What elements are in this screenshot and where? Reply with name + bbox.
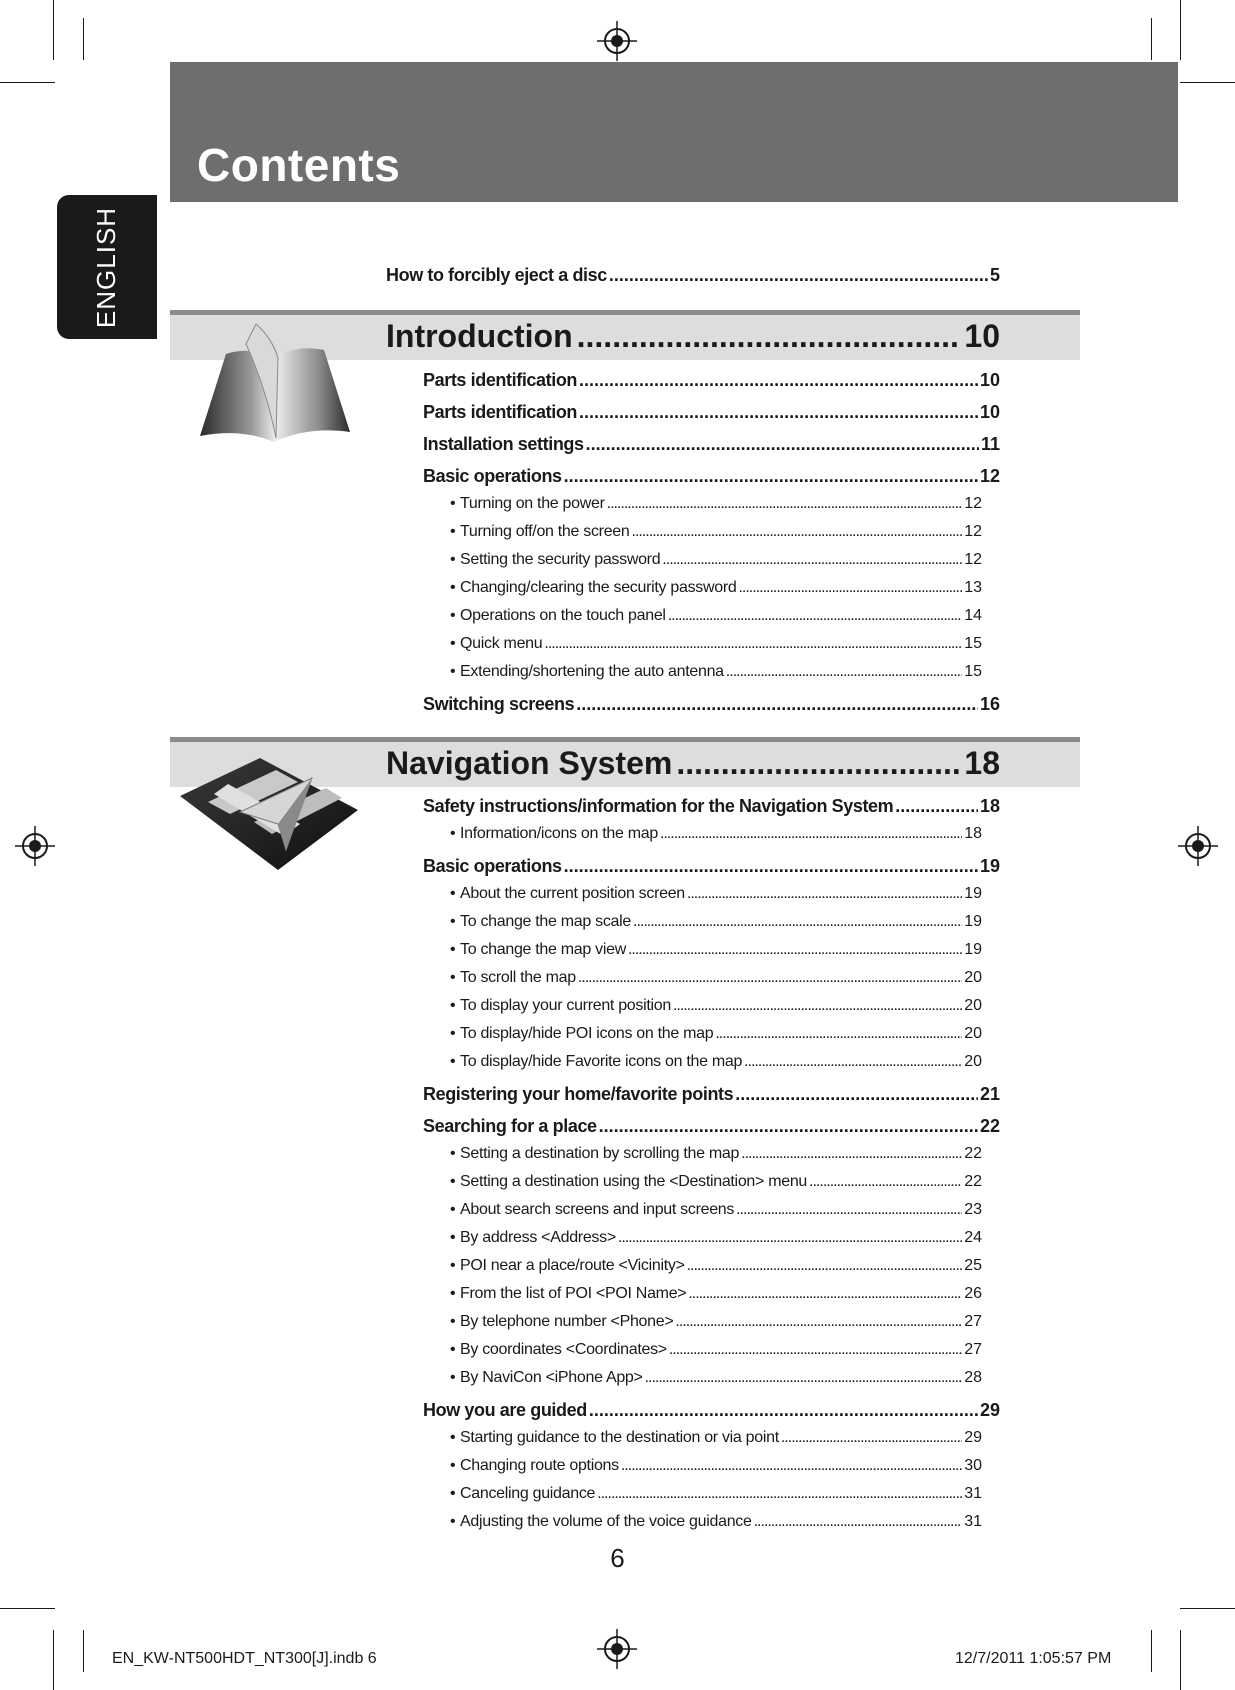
toc-subentry[interactable]: • To display/hide Favorite icons on the map ..... 20 bbox=[460, 1053, 982, 1071]
section-heading[interactable]: Introduction ..... 10 bbox=[386, 318, 1000, 355]
toc-subentry[interactable]: • To scroll the map ..... 20 bbox=[460, 969, 982, 987]
crop-mark bbox=[1180, 82, 1235, 83]
registration-mark-icon bbox=[1178, 826, 1218, 866]
page-number: 6 bbox=[610, 1543, 625, 1573]
toc-subentry[interactable]: • Information/icons on the map ..... 18 bbox=[460, 825, 982, 843]
toc-subentry[interactable]: • By coordinates <Coordinates> ..... 27 bbox=[460, 1341, 982, 1359]
toc-entry[interactable]: How to forcibly eject a disc ..... 5 bbox=[386, 265, 1000, 286]
toc-subentry[interactable]: • Setting a destination using the <Destination> menu ..... 22 bbox=[460, 1173, 982, 1191]
toc-subentry[interactable]: • Turning on the power ..... 12 bbox=[460, 495, 982, 513]
toc-entry[interactable]: Parts identification ..... 10 bbox=[423, 370, 1000, 391]
toc-subentry[interactable]: • Quick menu ..... 15 bbox=[460, 635, 982, 653]
crop-mark bbox=[1151, 18, 1152, 60]
toc-subentry[interactable]: • By address <Address> ..... 24 bbox=[460, 1229, 982, 1247]
toc-subentry[interactable]: • Starting guidance to the destination or via point ..... 29 bbox=[460, 1429, 982, 1447]
toc-entry[interactable]: Parts identification ..... 10 bbox=[423, 402, 1000, 423]
toc-entry[interactable]: Basic operations ..... 19 bbox=[423, 856, 1000, 877]
crop-mark bbox=[83, 18, 84, 60]
toc-entry[interactable]: Searching for a place ..... 22 bbox=[423, 1116, 1000, 1137]
toc-subentry[interactable]: • Extending/shortening the auto antenna ..... 15 bbox=[460, 663, 982, 681]
crop-mark bbox=[1151, 1630, 1152, 1672]
page-title: Contents bbox=[197, 139, 401, 191]
toc-entry[interactable]: Installation settings ..... 11 bbox=[423, 434, 1000, 455]
toc-subentry[interactable]: • Setting the security password ..... 12 bbox=[460, 551, 982, 569]
toc-entry[interactable]: How you are guided ..... 29 bbox=[423, 1400, 1000, 1421]
toc-entry[interactable]: Safety instructions/information for the Navigation System ..... 18 bbox=[423, 796, 1000, 817]
toc-subentry[interactable]: • Turning off/on the screen ..... 12 bbox=[460, 523, 982, 541]
toc-subentry[interactable]: • About the current position screen ..... 19 bbox=[460, 885, 982, 903]
registration-mark-icon bbox=[15, 826, 55, 866]
toc-subentry[interactable]: • By telephone number <Phone> ..... 27 bbox=[460, 1313, 982, 1331]
toc-subentry[interactable]: • Changing route options ..... 30 bbox=[460, 1457, 982, 1475]
toc-subentry[interactable]: • Operations on the touch panel ..... 14 bbox=[460, 607, 982, 625]
footer-timestamp: 12/7/2011 1:05:57 PM bbox=[955, 1650, 1112, 1667]
crop-mark bbox=[83, 1630, 84, 1672]
navigation-map-icon bbox=[180, 758, 358, 870]
toc-subentry[interactable]: • To change the map view ..... 19 bbox=[460, 941, 982, 959]
toc-subentry[interactable]: • About search screens and input screens ..... 23 bbox=[460, 1201, 982, 1219]
toc-subentry[interactable]: • By NaviCon <iPhone App> ..... 28 bbox=[460, 1369, 982, 1387]
toc-entry[interactable]: Basic operations ..... 12 bbox=[423, 466, 1000, 487]
crop-mark bbox=[1180, 0, 1181, 60]
toc-subentry[interactable]: • POI near a place/route <Vicinity> ..... 25 bbox=[460, 1257, 982, 1275]
crop-mark bbox=[1180, 1630, 1181, 1690]
toc-subentry[interactable]: • From the list of POI <POI Name> ..... 26 bbox=[460, 1285, 982, 1303]
footer-file-slug: EN_KW-NT500HDT_NT300[J].indb 6 bbox=[112, 1650, 377, 1667]
crop-mark bbox=[53, 0, 54, 60]
language-tab-label: ENGLISH bbox=[91, 206, 122, 328]
toc-subentry[interactable]: • Changing/clearing the security password ..... 13 bbox=[460, 579, 982, 597]
registration-mark-icon bbox=[597, 21, 637, 61]
toc-subentry[interactable]: • Setting a destination by scrolling the map ..... 22 bbox=[460, 1145, 982, 1163]
crop-mark bbox=[1180, 1608, 1235, 1609]
toc-subentry[interactable]: • Adjusting the volume of the voice guidance ..... 31 bbox=[460, 1513, 982, 1531]
crop-mark bbox=[0, 1608, 55, 1609]
crop-mark bbox=[0, 82, 55, 83]
crop-mark bbox=[53, 1630, 54, 1690]
toc-subentry[interactable]: • Canceling guidance ..... 31 bbox=[460, 1485, 982, 1503]
toc-entry[interactable]: Registering your home/favorite points ..... 21 bbox=[423, 1084, 1000, 1105]
toc-subentry[interactable]: • To display your current position ..... 20 bbox=[460, 997, 982, 1015]
section-heading[interactable]: Navigation System ..... 18 bbox=[386, 745, 1000, 782]
book-icon bbox=[196, 318, 354, 442]
toc-subentry[interactable]: • To change the map scale ..... 19 bbox=[460, 913, 982, 931]
registration-mark-icon bbox=[597, 1629, 637, 1669]
toc-subentry[interactable]: • To display/hide POI icons on the map ..... 20 bbox=[460, 1025, 982, 1043]
toc-entry[interactable]: Switching screens ..... 16 bbox=[423, 694, 1000, 715]
